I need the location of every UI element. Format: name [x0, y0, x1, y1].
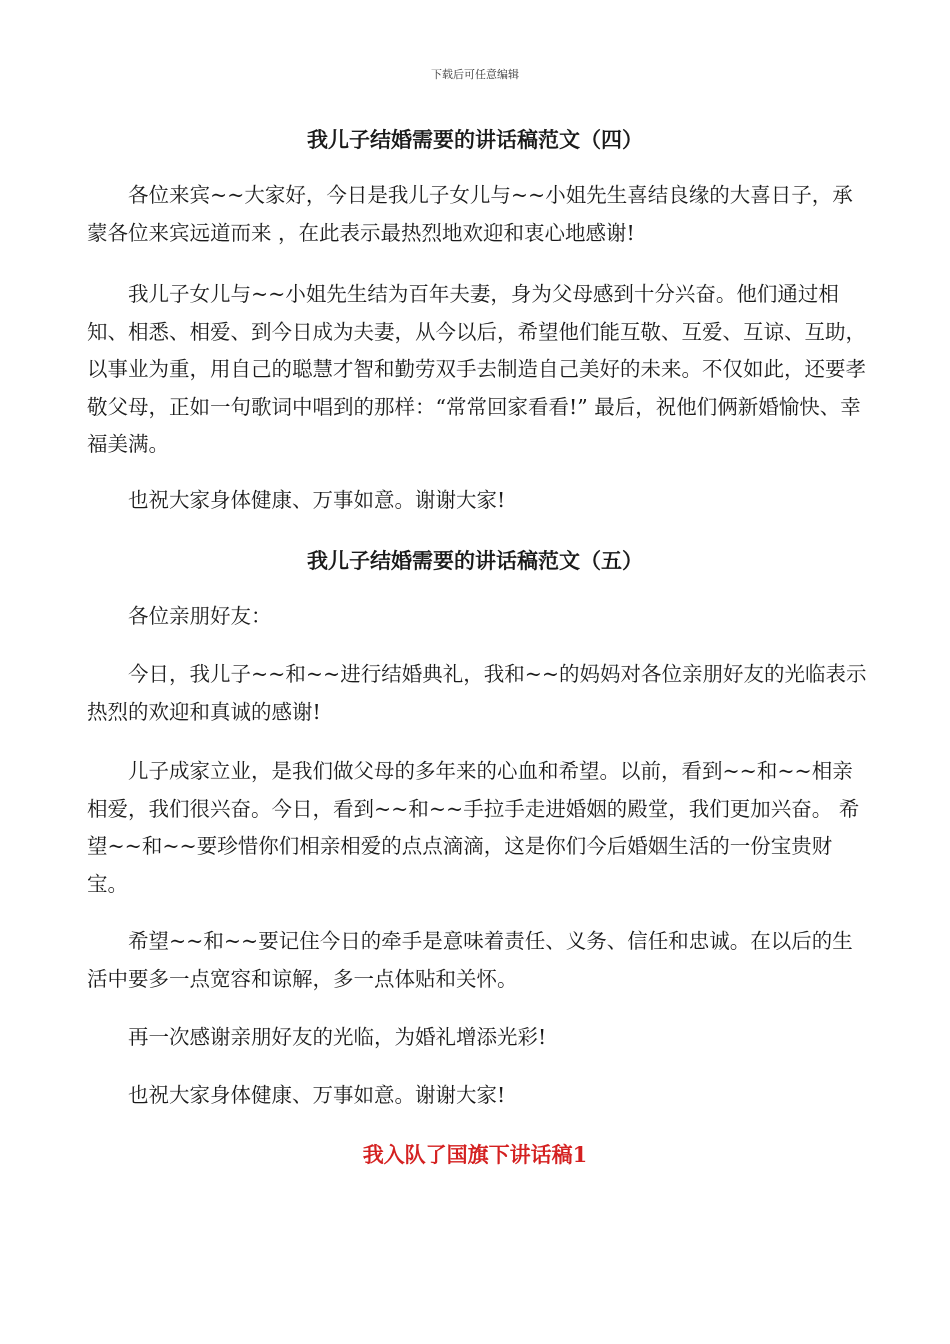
paragraph: 也祝大家身体健康、万事如意。谢谢大家!	[128, 488, 506, 512]
section-title-highlight: 我入队了国旗下讲话稿1	[362, 1142, 588, 1167]
paragraph: 今日，我儿子~~和~~进行结婚典礼，我和~~的妈妈对各位亲朋好友的光临表示热烈的欢迎和真诚的感谢!	[87, 662, 867, 724]
paragraph: 也祝大家身体健康、万事如意。谢谢大家!	[128, 1083, 506, 1107]
section-title: 我儿子结婚需要的讲话稿范文（五）	[307, 548, 643, 573]
paragraph: 再一次感谢亲朋好友的光临，为婚礼增添光彩!	[128, 1025, 547, 1049]
header-note: 下载后可任意编辑	[431, 68, 519, 81]
paragraph: 我儿子女儿与~~小姐先生结为百年夫妻，身为父母感到十分兴奋。他们通过相知、相悉、相爱、到今日成为夫妻，从今以后，希望他们能互敬、互爱、互谅、互助，以事业为重，用自己的聪慧才智和勤劳双手去制造自己美好的未来。不仅如此，还要孝敬父母，正如一句歌词中唱到的那样：“常常回家看看!” 最后，祝他们俩新婚愉快、幸福美满。	[87, 282, 866, 456]
paragraph: 希望~~和~~要记住今日的牵手是意味着责任、义务、信任和忠诚。在以后的生活中要多一点宽容和谅解，多一点体贴和关怀。	[87, 929, 853, 991]
paragraph: 各位亲朋好友：	[128, 604, 272, 628]
paragraph: 儿子成家立业，是我们做父母的多年来的心血和希望。以前，看到~~和~~相亲相爱，我们很兴奋。今日，看到~~和~~手拉手走进婚姻的殿堂，我们更加兴奋。 希望~~和~~要珍惜你们相亲相爱的点点滴滴，这是你们今后婚姻生活的一份宝贵财宝。	[87, 759, 860, 896]
paragraph: 各位来宾~~大家好，今日是我儿子女儿与~~小姐先生喜结良缘的大喜日子，承蒙各位来宾远道而来 ，在此表示最热烈地欢迎和衷心地感谢!	[87, 183, 853, 245]
section-title: 我儿子结婚需要的讲话稿范文（四）	[307, 127, 643, 152]
